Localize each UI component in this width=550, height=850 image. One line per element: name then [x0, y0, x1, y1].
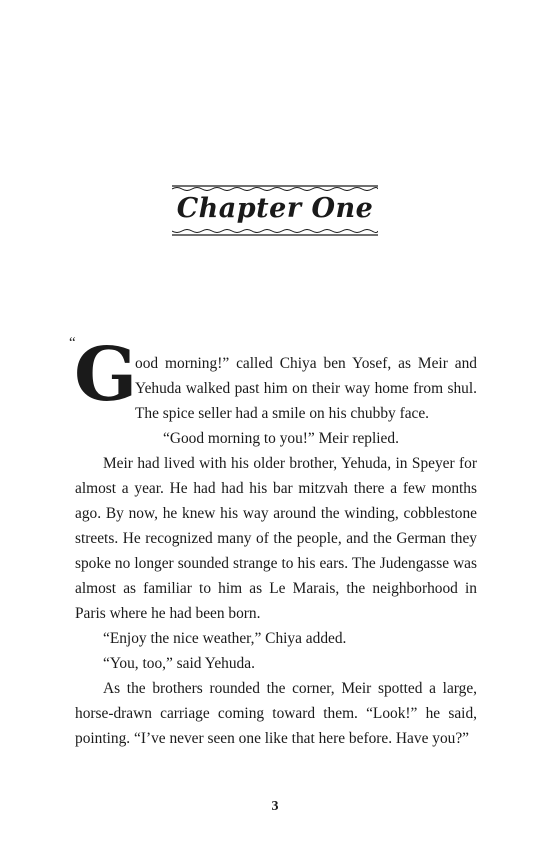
chapter-heading	[172, 183, 378, 239]
paragraph: Meir had lived with his older brother, Yehuda, in Speyer for almost a year. He had had his bar mitzvah there a few months ago. By now, he knew his way around the winding, cobblestone streets. He recognized many of the people, and the German they spoke no longer sounded strange to his ears. The Judengasse was almost as familiar to him as Le Marais, the neighborhood in Paris where he had been born.	[75, 455, 477, 622]
chapter-title: Chapter One	[176, 193, 374, 224]
paragraph	[69, 332, 477, 426]
page-number: 3	[271, 799, 279, 814]
paragraph: “Good morning to you!” Meir replied.	[163, 430, 399, 447]
drop-cap	[69, 332, 138, 427]
paragraph-text: ood morning!” called Chiya ben Yosef, as Meir and Yehuda walked past him on their way home from shul. The spice seller had a smile on his chubby face.	[135, 355, 477, 422]
paragraph: “Enjoy the nice weather,” Chiya added.	[103, 630, 347, 647]
drop-cap-quote: “	[69, 335, 76, 351]
paragraph: As the brothers rounded the corner, Meir spotted a large, horse-drawn carriage coming toward them. “Look!” he said, pointing. “I’ve never seen one like that here before. Have you?”	[75, 680, 477, 747]
drop-cap-letter: G	[74, 332, 138, 418]
chapter-body	[69, 332, 477, 751]
paragraph: “You, too,” said Yehuda.	[103, 655, 255, 672]
ornamental-rule-top	[172, 183, 378, 191]
ornamental-rule-bottom	[172, 229, 378, 237]
